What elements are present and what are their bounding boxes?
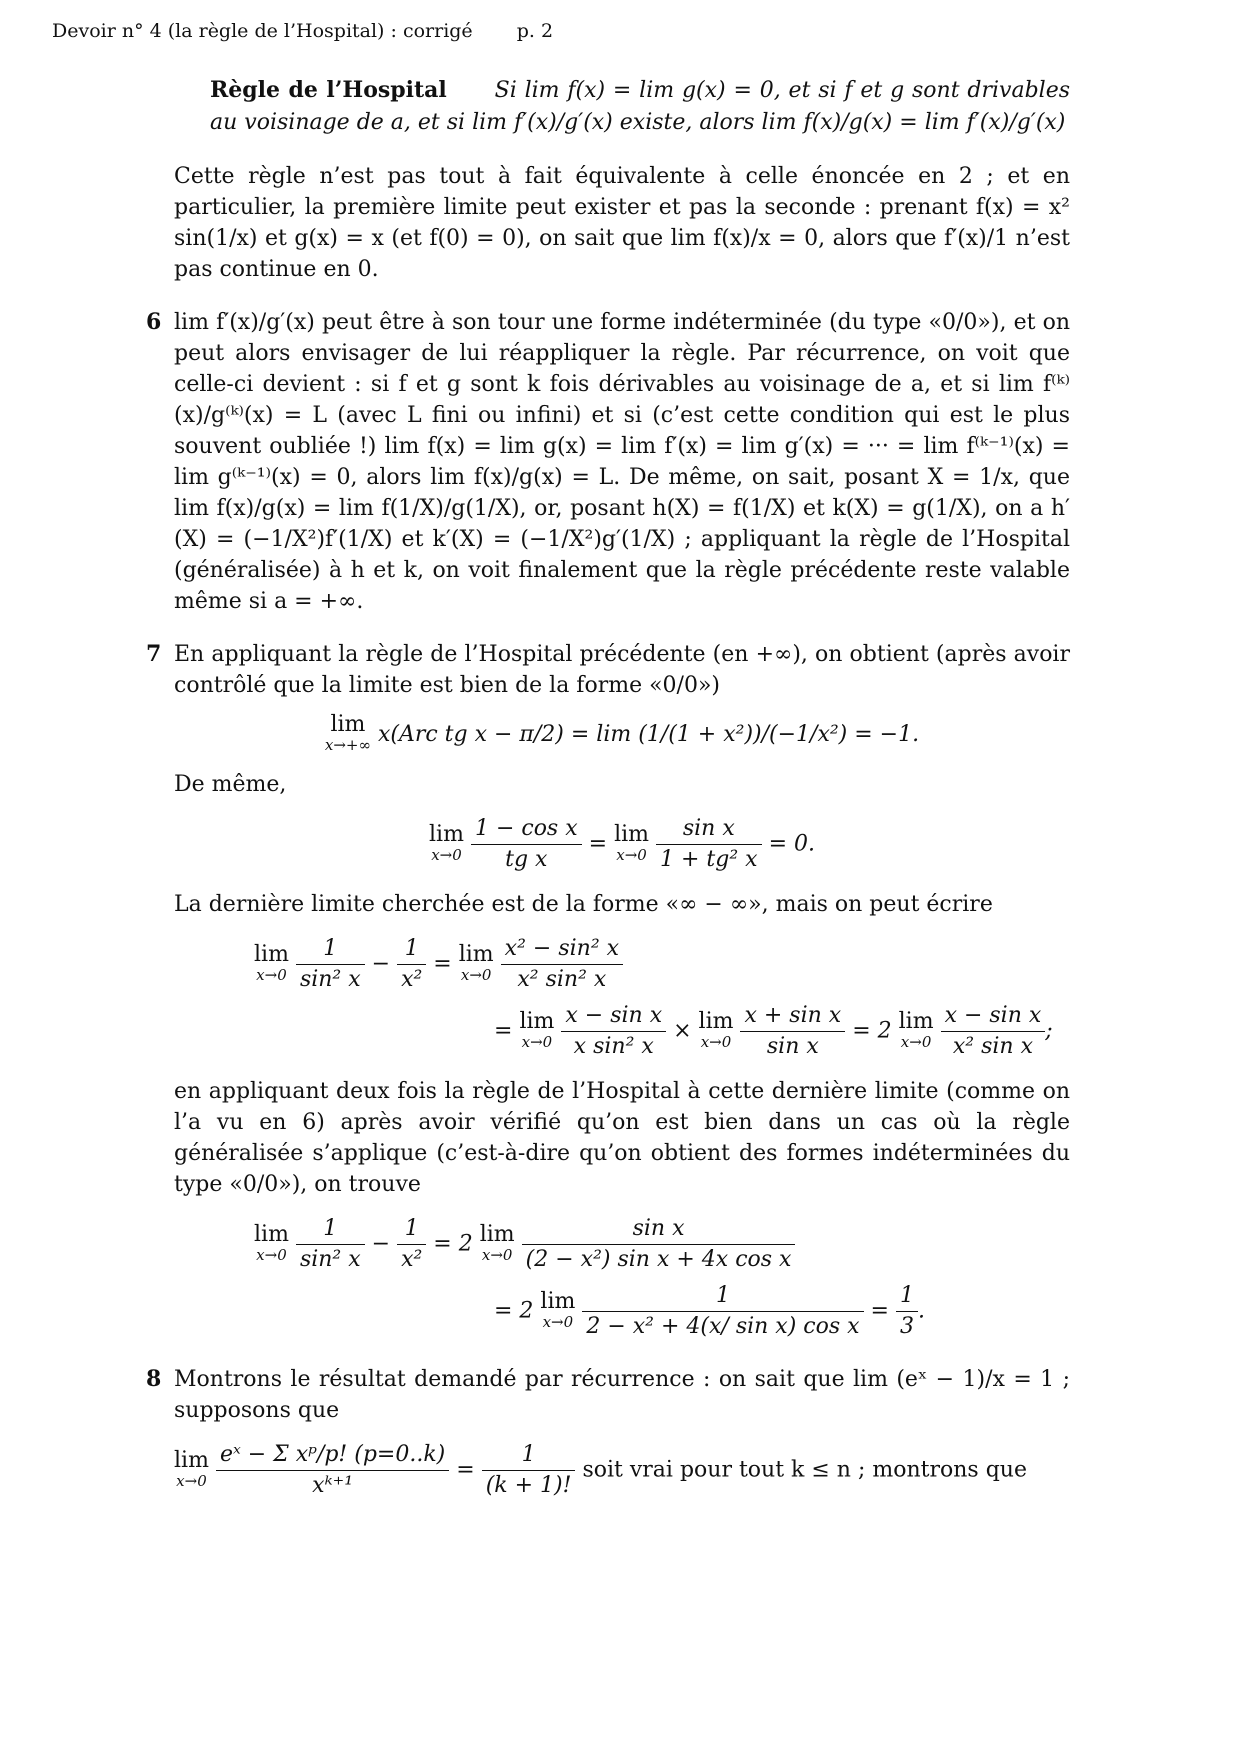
section-number: 7 (146, 641, 162, 667)
equation-row: lim x→0 $\frac{1}{\text{sin² x}}$ − $\frac{1}{\text{x²}}$ = 2 lim x→0 $\frac{\text{sin x}}{\text{(2 − x²) sin x + 4x cos x}}$ (254, 1214, 1070, 1275)
header-page-number: p. 2 (516, 20, 554, 42)
equation-row: = lim x→0 $\frac{\text{x − sin x}}{\text{x sin² x}}$ × lim x→0 $\frac{\text{x + sin x}}{\text{sin x}}$ = 2 lim x→0 $\frac{\text{x − sin x}}{\text{x² sin x}}$ ; (494, 1003, 1053, 1059)
equation-row: lim x→0 $\frac{1}{\text{sin² x}}$ − $\frac{1}{\text{x²}}$ = lim x→0 $\frac{\text{x² − sin² x}}{\text{x² sin² x}}$ (254, 934, 1070, 995)
equation-row: = 2 lim x→0 $\frac{1}{\text{2 − x² + 4(x/ sin x) cos x}}$ = $\frac{1}{3}$ . (494, 1283, 925, 1339)
section-7-text2: La dernière limite cherchée est de la forme «∞ − ∞», mais on peut écrire (174, 892, 993, 917)
limit-operator: lim x→0 (614, 821, 649, 864)
theorem-label: Règle de l’Hospital (210, 77, 447, 103)
fraction: $\frac{\text{1 − cos x}}{\text{tg x}}$ (471, 814, 582, 875)
section-7 (146, 639, 1070, 1342)
remark-paragraph: Cette règle n’est pas tout à fait équivalente à celle énoncée en 2 ; et en particulier, la première limite peut exister et pas la seconde : prenant f(x) = x² sin(1/x) et g(x) = x (et f(0) = 0), on sait que lim f(x)/x = 0, alors que f′(x)/1 n’est pas continue en 0. (174, 164, 1070, 282)
section-8-text: Montrons le résultat demandé par récurrence : on sait que lim (eˣ − 1)/x = 1 ; supposons que (174, 1367, 1070, 1423)
section-8 (146, 1364, 1070, 1501)
section-6-text: lim f′(x)/g′(x) peut être à son tour une forme indéterminée (du type «0/0»), et on peut alors envisager de lui réappliquer la règle. Par récurrence, on voit que celle-ci devient : si f et g sont k fois dérivables au voisinage de a, et si lim f⁽ᵏ⁾(x)/g⁽ᵏ⁾(x) = L (avec L fini ou infini) et si (c’est cette condition qui est le plus souvent oubliée !) lim f(x) = lim g(x) = lim f′(x) = lim g′(x) = ··· = lim f⁽ᵏ⁻¹⁾(x) = lim g⁽ᵏ⁻¹⁾(x) = 0, alors lim f(x)/g(x) = L. De même, on sait, posant X = 1/x, que lim f(x)/g(x) = lim f(1/X)/g(1/X), or, posant h(X) = f(1/X) et k(X) = g(1/X), on a h′(X) = (−1/X²)f′(1/X) et k′(X) = (−1/X²)g′(1/X) ; appliquant la règle de l’Hospital (généralisée) à h et k, on voit finalement que la règle précédente reste valable même si a = +∞. (174, 310, 1070, 614)
running-header (52, 20, 553, 42)
de-meme-label: De même, (174, 772, 287, 797)
header-title: Devoir n° 4 (la règle de l’Hospital) : corrigé (52, 20, 473, 42)
limit-operator: lim x→0 (429, 821, 464, 864)
content (146, 74, 1071, 1515)
equation-array-2 (254, 1214, 1070, 1342)
section-number: 8 (146, 1366, 162, 1392)
section-number: 6 (146, 309, 162, 335)
equation-result: = 0. (768, 831, 815, 857)
fraction: $\frac{\text{sin x}}{\text{1 + tg² x}}$ (656, 814, 762, 875)
theorem (210, 74, 1070, 139)
equation-cos: lim x→0 $\frac{\text{1 − cos x}}{\text{tg x}}$ = lim x→0 $\frac{\text{sin x}}{\text{1 + tg² x}}$ = 0. (174, 814, 1070, 875)
equation-arctg (174, 712, 1070, 755)
equation-body: x(Arc tg x − π/2) = lim (1/(1 + x²))/(−1/x²) = −1. (377, 722, 920, 747)
section-7-intro: En appliquant la règle de l’Hospital précédente (en +∞), on obtient (après avoir contrôlé que la limite est bien de la forme «0/0») (174, 642, 1070, 698)
section-8-end: soit vrai pour tout k ≤ n ; montrons que (582, 1457, 1027, 1483)
section-6 (146, 307, 1070, 617)
equation-taylor: lim x→0 $\frac{\text{eˣ − Σ xᵖ/p! (p=0..k)}}{\text{xᵏ⁺¹}}$ = $\frac{1}{(k + 1)!}$ soit vrai pour tout k ≤ n ; montrons que (174, 1442, 1027, 1498)
equation-array-1 (254, 934, 1070, 1062)
section-7-text3: en appliquant deux fois la règle de l’Hospital à cette dernière limite (comme on l’a vu en 6) après avoir vérifié qu’on est bien dans un cas où la règle généralisée s’applique (c’est-à-dire qu’on obtient des formes indéterminées du type «0/0»), on trouve (174, 1079, 1070, 1197)
limit-operator: lim x→+∞ (324, 712, 371, 754)
theorem-statement: Si lim f(x) = lim g(x) = 0, et si f et g sont drivables au voisinage de a, et si lim f′(x)/g′(x) existe, alors lim f(x)/g(x) = lim f′(x)/g′(x) (210, 78, 1071, 135)
